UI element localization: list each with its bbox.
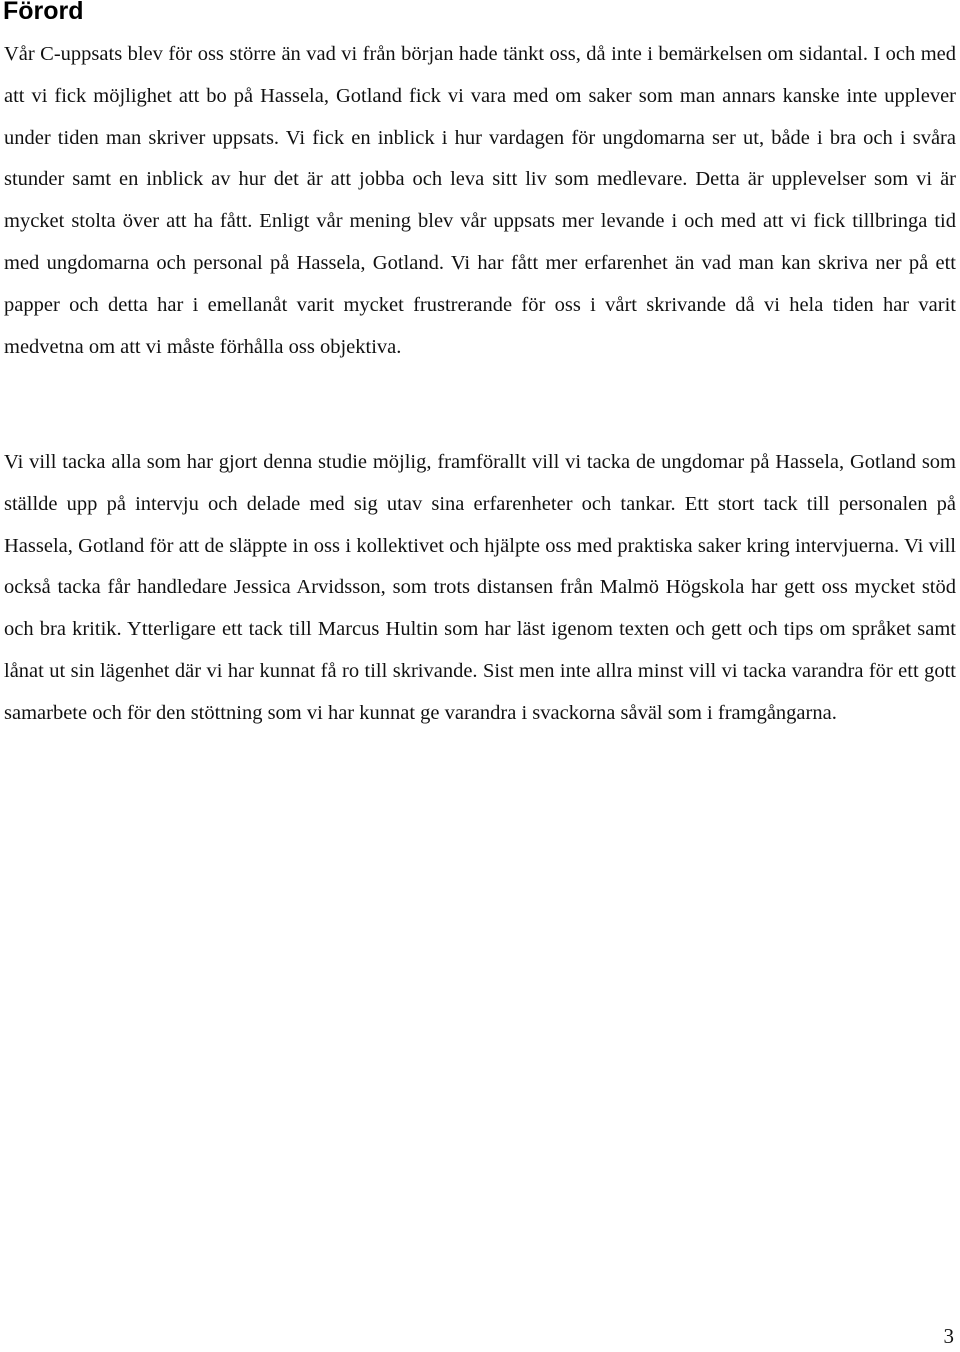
page-number: 3 [943, 1324, 954, 1348]
paragraph-2: Vi vill tacka alla som har gjort denna studie möjlig, framförallt vill vi tacka de ungdomar på Hassela, Gotland som ställde upp på intervju och delade med sig utav sina erfarenheter och tankar. Ett stort tack till personalen på Hassela, Gotland för att de släppte in oss i kollektivet och hjälpte oss med praktiska saker kring intervjuerna. Vi vill också tacka får handledare Jessica Arvidsson, som trots distansen från Malmö Högskola har gett oss mycket stöd och bra kritik. Ytterligare ett tack till Marcus Hultin som har läst igenom texten och gett och tips om språket samt lånat ut sin lägenhet där vi har kunnat få ro till skrivande. Sist men inte allra minst vill vi tacka varandra för ett gott samarbete och för den stöttning som vi har kunnat ge varandra i svackorna såväl som i framgångarna. [4, 451, 956, 724]
paragraph-1: Vår C-uppsats blev för oss större än vad vi från början hade tänkt oss, då inte i bemärkelsen om sidantal. I och med att vi fick möjlighet att bo på Hassela, Gotland fick vi vara med om saker som man annars kanske inte upplever under tiden man skriver uppsats. Vi fick en inblick i hur vardagen för ungdomarna ser ut, både i bra och i svåra stunder samt en inblick av hur det är att jobba och leva sitt liv som medlevare. Detta är upplevelser som vi är mycket stolta över att ha fått. Enligt vår mening blev vår uppsats mer levande i och med att vi fick tillbringa tid med ungdomarna och personal på Hassela, Gotland. Vi har fått mer erfarenhet än vad man kan skriva ner på ett papper och detta har i emellanåt varit mycket frustrerande för oss i vårt skrivande då vi hela tiden har varit medvetna om att vi måste förhålla oss objektiva. [4, 43, 956, 358]
section-heading: Förord [3, 0, 84, 25]
